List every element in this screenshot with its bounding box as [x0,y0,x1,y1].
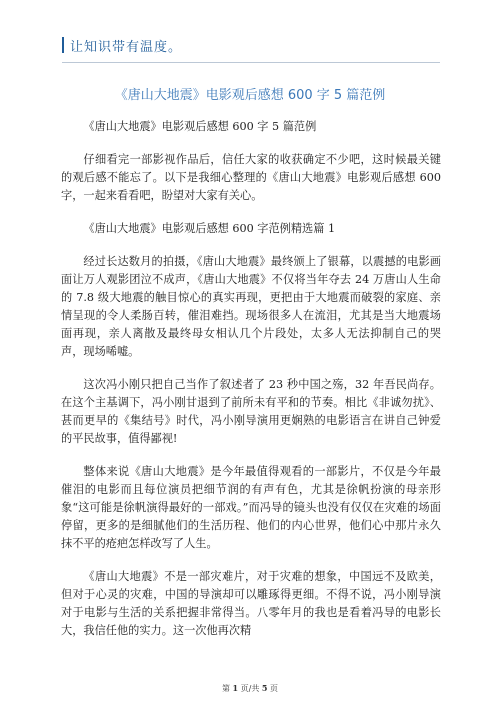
footer-prefix: 第 [221,684,230,693]
footer-suffix: 页 [270,684,279,693]
body-paragraph: 经过长达数月的拍摄，《唐山大地震》最终颁上了银幕，以震撼的电影画面让万人观影团泣不成声，《唐山大地震》不仅将当年夺去 24 万唐山人生命的 7.8 级大地震的触目惊心的真实再现，更把由于大地震而破裂的家庭、亲情呈现的令人柔肠百转，催泪难挡。现场很多人在流泪，尤其是当大地震场面再现，亲人离散及最终母女相认几个片段处，太多人无法抑制自己的哭声，现场唏嘘。 [61,255,441,358]
body-paragraph: 这次冯小刚只把自己当作了叙述者了 23 秒中国之殇，32 年吾民尚存。在这个主基调下，冯小刚甘退到了前所未有平和的节奏。相比《非诚勿扰》、甚而更早的《集结号》时代，冯小刚导演用更娴熟的电影语言在讲自己钟爱的平民故事，值得鄙视! [61,378,441,445]
header [62,36,182,54]
section-heading: 《唐山大地震》电影观后感想 600 字范例精选篇 1 [83,222,336,235]
subtitle-paragraph: 《唐山大地震》电影观后感想 600 字 5 篇范例 [83,120,317,133]
document-title: 《唐山大地震》电影观后感想 600 字 5 篇范例 [114,88,386,103]
footer-mid: 页/共 [240,684,260,693]
header-tagline: 让知识带有温度。 [70,39,183,55]
page-footer [0,683,500,694]
current-page-number: 1 [232,683,239,693]
total-pages-number: 5 [261,683,268,693]
body-paragraph: 《唐山大地震》不是一部灾难片，对于灾难的想象，中国远不及欧美，但对于心灵的灾难，中国的导演却可以雕琢得更细。不得不说，冯小刚导演对于电影与生活的关系把握非常得当。八零年月的我也是看着冯导的电影长大，我信任他的实力。这一次他再次精 [61,570,441,637]
document-body [61,118,441,655]
body-paragraph: 仔细看完一部影视作品后，信任大家的收获确定不少吧，这时候最关键的观后感不能忘了。以下是我细心整理的《唐山大地震》电影观后感想 600 字，一起来看看吧，盼望对大家有关心。 [61,153,441,202]
body-paragraph: 整体来说《唐山大地震》是今年最值得观看的一部影片，不仅是今年最催泪的电影而且每位演员把细节润的有声有色，尤其是徐帆扮演的母亲形象“这可能是徐帆演得最好的一部戏。”而冯导的镜头也没有仅仅在灾难的场面停留，更多的是细腻他们的生活历程、他们的内心世界，他们心中那片永久抹不平的疮疤怎样改写了人生。 [61,465,441,550]
header-divider [62,62,440,63]
header-accent-bar [62,37,64,53]
